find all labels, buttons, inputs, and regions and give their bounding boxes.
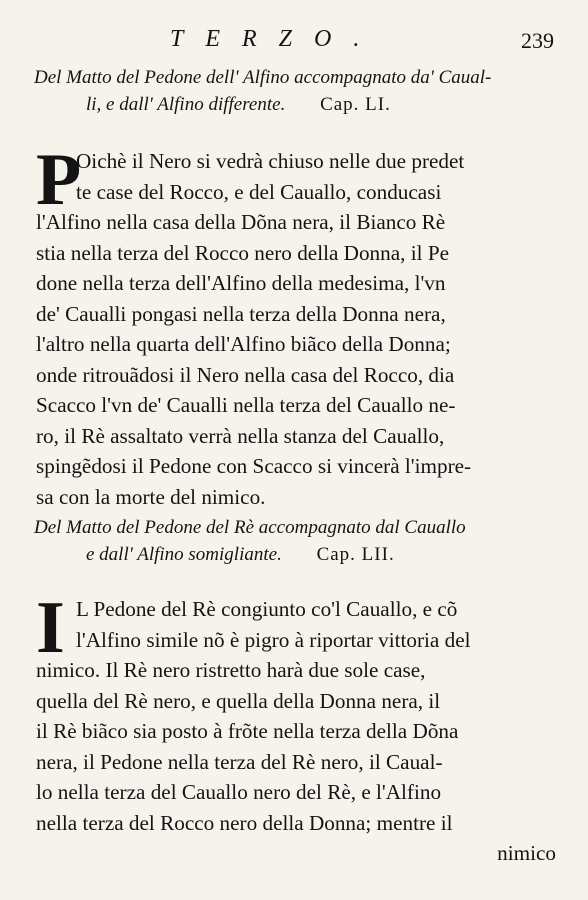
chapter-52-heading-line2: e dall' Alfino somigliante. — [86, 544, 282, 565]
text-line: l'Alfino nella casa della Dõna nera, il Bianco Rè — [36, 210, 446, 234]
text-line: Oichè il Nero si vedrà chiuso nelle due predet — [76, 149, 465, 173]
chapter-52-body — [36, 587, 576, 869]
chapter-52-heading-line2-wrap — [34, 541, 574, 568]
text-line: ro, il Rè assaltato verrà nella stanza del Cauallo, — [36, 423, 445, 448]
chapter-51-drop-cap: P — [36, 139, 82, 221]
chapter-52-heading-line1: Del Matto del Pedone del Rè accompagnato dal Cauallo — [34, 517, 466, 538]
running-head-title: TERZO. — [170, 26, 382, 52]
running-head — [0, 26, 588, 56]
text-line: l'Alfino simile nõ è pigro à riportar vittoria del — [76, 627, 471, 652]
chapter-51-heading-line1: Del Matto del Pedone dell' Alfino accompagnato da' Caual- — [34, 67, 492, 88]
text-line: nera, il Pedone nella terza del Rè nero, il Caual- — [36, 749, 443, 774]
chapter-52-heading — [34, 514, 574, 568]
chapter-52-drop-cap: I — [36, 587, 65, 669]
page-number: 239 — [521, 28, 554, 53]
text-line: done nella terza dell'Alfino della medesima, l'vn — [36, 271, 446, 295]
text-line: lo nella terza del Cauallo nero del Rè, e l'Alfino — [36, 780, 442, 804]
text-line: quella del Rè nero, e quella della Donna nera, il — [36, 688, 441, 713]
text-line: spingẽdosi il Pedone con Scacco si vincerà l'impre- — [36, 454, 472, 478]
text-line: il Rè biãco sia posto à frõte nella terza della Dõna — [36, 719, 459, 743]
text-line: stia nella terza del Rocco nero della Donna, il Pe — [36, 240, 450, 265]
chapter-51-heading — [34, 64, 574, 118]
text-line: de' Caualli pongasi nella terza della Donna nera, — [36, 301, 446, 326]
text-line: onde ritrouãdosi il Nero nella casa del Rocco, dia — [36, 362, 455, 387]
text-line: nella terza del Rocco nero della Donna; mentre il — [36, 810, 453, 835]
catchword: nimico — [497, 841, 556, 865]
chapter-51-heading-line2-wrap — [34, 91, 574, 118]
text-line: l'altro nella quarta dell'Alfino biãco della Donna; — [36, 332, 451, 356]
text-line: sa con la morte del nimico. — [36, 484, 266, 509]
chapter-51-heading-line2: li, e dall' Alfino differente. — [86, 94, 286, 115]
chapter-52-cap-label: Cap. LII. — [316, 544, 395, 565]
text-line: Scacco l'vn de' Caualli nella terza del Cauallo ne- — [36, 393, 456, 417]
text-line: L Pedone del Rè congiunto co'l Cauallo, e cõ — [76, 597, 458, 621]
chapter-51-cap-label: Cap. LI. — [320, 94, 391, 115]
text-line: nimico. Il Rè nero ristretto harà due sole case, — [36, 658, 426, 682]
chapter-51-body — [36, 139, 576, 512]
text-line: te case del Rocco, e del Cauallo, conducasi — [76, 179, 442, 204]
